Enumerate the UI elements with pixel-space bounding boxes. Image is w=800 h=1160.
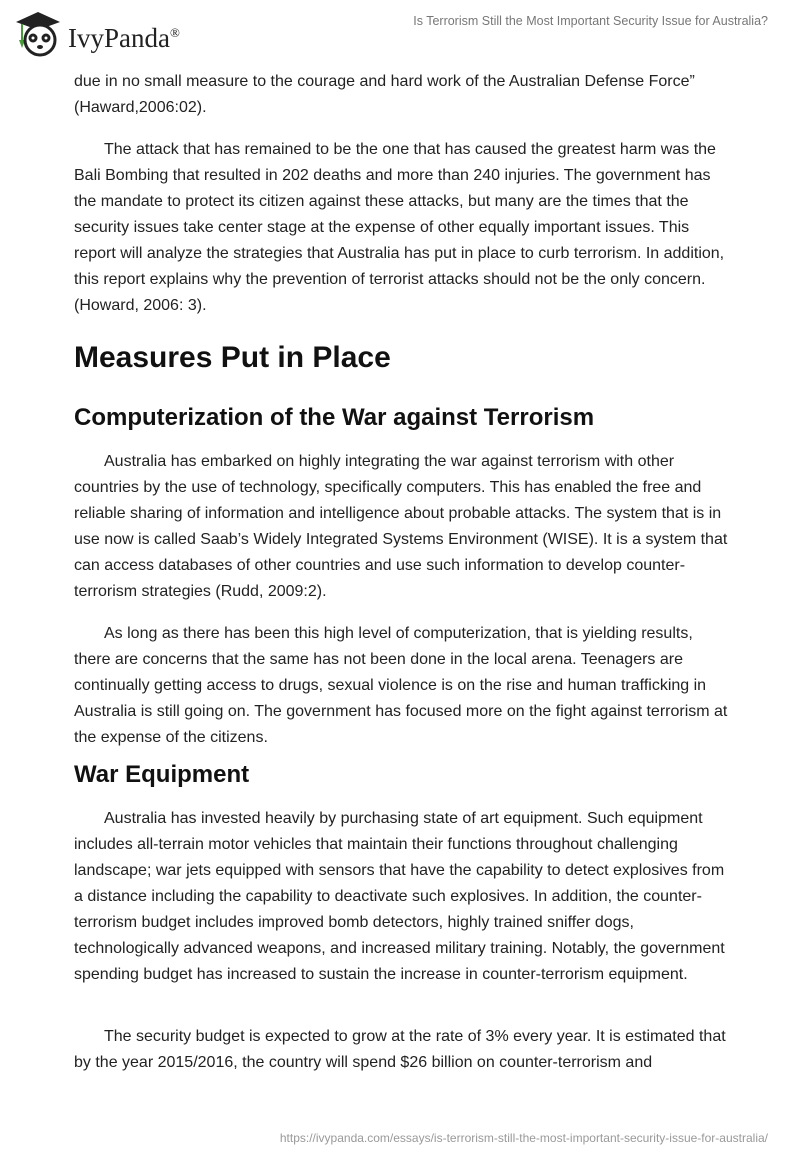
paragraph: As long as there has been this high level of computerization, that is yielding results, there are concerns that the same has not been done in the local arena. Teenagers are continually getting access to drugs, sexual violence is on the rise and human trafficking in Australia is still going on. The government has focused more on the fight against terrorism at the expense of the citizens. — [74, 625, 728, 746]
subsection-heading: Computerization of the War against Terrorism — [74, 404, 595, 431]
paragraph: due in no small measure to the courage and hard work of the Australian Defense Force” (Haward,2006:02). — [74, 73, 695, 116]
paragraph: The attack that has remained to be the one that has caused the greatest harm was the Bali Bombing that resulted in 202 deaths and more than 240 injuries. The government has the mandate to protect its citizen against these attacks, but many are the times that the security issues take center stage at the expense of other equally important issues. This report will analyze the strategies that Australia has put in place to curb terrorism. In addition, this report explains why the prevention of terrorist attacks should not be the only concern. (Howard, 2006: 3). — [74, 141, 725, 314]
logo-text: IvyPanda® — [68, 22, 180, 53]
logo[interactable] — [12, 8, 180, 58]
paragraph: Australia has invested heavily by purchasing state of art equipment. Such equipment includes all-terrain motor vehicles that maintain their functions throughout challenging landscape; war jets equipped with sensors that have the capability to detect explosives from a distance including the capability to deactivate such explosives. In addition, the counter-terrorism budget includes improved bomb detectors, highly trained sniffer dogs, technologically advanced weapons, and increased military training. Notably, the government spending budget has increased to sustain the increase in counter-terrorism equipment. — [74, 810, 725, 983]
footer-url[interactable]: https://ivypanda.com/essays/is-terrorism-still-the-most-important-security-issue-for-australia/ — [279, 1131, 768, 1145]
paragraph: Australia has embarked on highly integrating the war against terrorism with other countries by the use of technology, specifically computers. This has enabled the free and reliable sharing of information and intelligence about probable attacks. The system that is in use now is called Saab’s Widely Integrated Systems Environment (WISE). It is a system that can access databases of other countries and use such information to develop counter-terrorism strategies (Rudd, 2009:2). — [74, 453, 728, 600]
article-content — [74, 69, 728, 1092]
section-heading: Measures Put in Place — [74, 341, 391, 374]
panda-logo-icon — [12, 8, 64, 58]
paragraph: The security budget is expected to grow at the rate of 3% every year. It is estimated that by the year 2015/2016, the country will spend $26 billion on counter-terrorism and — [74, 1028, 726, 1071]
subsection-heading: War Equipment — [74, 761, 250, 788]
document-title: Is Terrorism Still the Most Important Security Issue for Australia? — [413, 14, 768, 28]
